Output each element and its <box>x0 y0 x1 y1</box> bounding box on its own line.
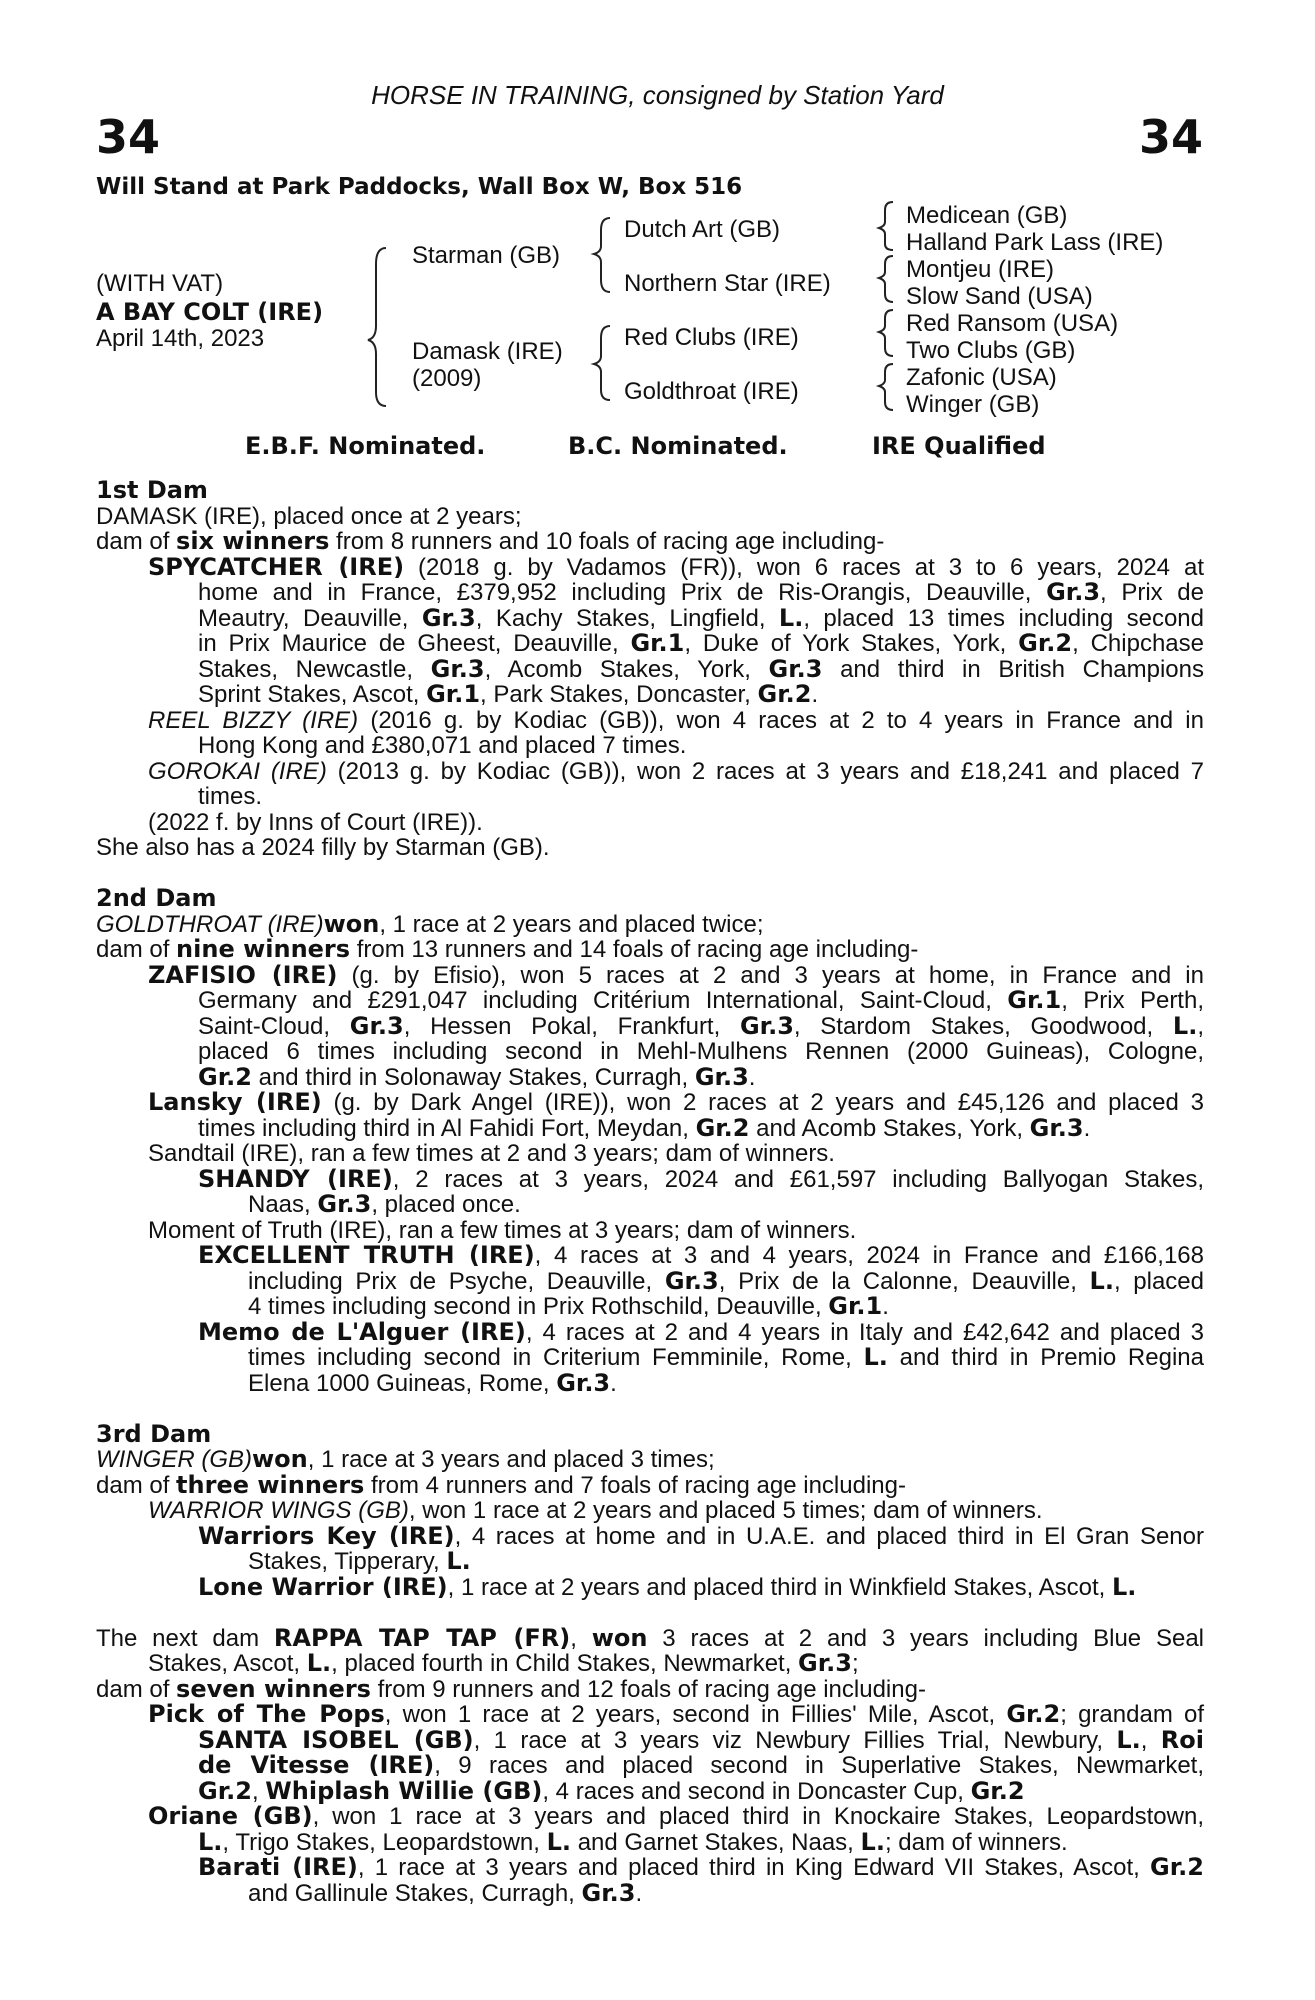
ire-qualified: IRE Qualified <box>872 432 1046 460</box>
pedigree-dam-year: (2009) <box>412 365 482 392</box>
bold-text: Whiplash Willie (GB) <box>265 1776 543 1805</box>
record-line <box>96 835 1204 861</box>
record-line <box>96 988 1204 1014</box>
text-run: , won 1 race at 2 years and placed 5 times; dam of winners. <box>408 1497 1043 1524</box>
text-run: Stakes, Newcastle, <box>198 655 431 683</box>
paragraph-gap <box>96 1600 1204 1626</box>
text-run: . <box>635 1879 643 1907</box>
italic-name: REEL BIZZY (IRE) <box>148 706 359 734</box>
text-run: , Duke of York Stakes, York, <box>684 630 1019 657</box>
text-run: The next dam <box>96 1624 274 1652</box>
record-line <box>96 909 1204 938</box>
text-run: 4 times including second in Prix Rothschild, Deauville, <box>248 1293 829 1320</box>
lot-number-left: 34 <box>96 110 161 164</box>
text-run: She also has a 2024 filly by Starman (GB). <box>96 834 550 861</box>
record-line <box>96 1776 1204 1805</box>
paragraph-gap <box>96 1396 1204 1422</box>
text-run: , <box>307 1446 322 1473</box>
bold-text: Memo de L'Alguer (IRE) <box>198 1317 526 1346</box>
record-line <box>96 1804 1204 1830</box>
pedigree-sire: Starman (GB) <box>412 242 561 269</box>
text-run: ; <box>851 1650 859 1677</box>
text-run: Saint-Cloud, <box>198 1012 350 1040</box>
text-run: times including third in Al Fahidi Fort, Meydan, <box>198 1114 696 1142</box>
bold-text: seven winners <box>176 1674 371 1703</box>
record-line <box>96 1266 1205 1295</box>
bold-text: Gr.3 <box>349 1011 404 1040</box>
foaling-date: April 14th, 2023 <box>96 325 265 352</box>
text-run: 1 race at 3 years and placed 3 times; <box>321 1446 715 1473</box>
record-line <box>96 1141 1204 1167</box>
lot-number-right: 34 <box>1138 110 1203 164</box>
text-run: and Acomb Stakes, York, <box>749 1114 1030 1142</box>
text-run: . <box>1083 1114 1091 1142</box>
record-line <box>96 580 1204 606</box>
record-line <box>96 1725 1204 1754</box>
bold-text: L. <box>1089 1266 1114 1295</box>
text-run: from 8 runners and 10 foals of racing age including- <box>329 528 885 555</box>
text-run: (2013 g. by Kodiac (GB)), won 2 races at 3 years and £18,241 and placed 7 <box>326 757 1204 785</box>
pedigree-dam-sire: Red Clubs (IRE) <box>624 324 799 351</box>
bold-text: won <box>591 1623 648 1652</box>
text-run: and third in Solonaway Stakes, Curragh, <box>251 1063 695 1091</box>
record-line <box>96 631 1204 657</box>
record-line <box>96 1011 1204 1040</box>
record-line <box>96 759 1204 785</box>
text-run: . <box>882 1293 889 1320</box>
text-run: 1 race at 2 years and placed twice; <box>392 910 764 938</box>
text-run: , Prix Perth, <box>1061 987 1204 1014</box>
bold-text: SHANDY (IRE) <box>198 1164 393 1193</box>
bold-text: Gr.1 <box>630 629 685 657</box>
bold-text: Gr.2 <box>1006 1700 1061 1728</box>
vat-note: (WITH VAT) <box>96 270 224 297</box>
bold-text: Gr.2 <box>970 1776 1025 1805</box>
record-line <box>96 1218 1204 1244</box>
pedigree-ggs-2: Montjeu (IRE) <box>906 256 1055 283</box>
text-run: , placed <box>1113 1267 1205 1295</box>
text-run: , 4 races at 2 and 4 years in Italy and £42,642 and placed 3 <box>525 1318 1204 1346</box>
bold-text: Gr.2 <box>198 1776 252 1805</box>
text-run: , 2 races at 3 years, 2024 and £61,597 including Ballyogan Stakes, <box>392 1165 1204 1193</box>
bold-text: RAPPA TAP TAP (FR) <box>273 1623 571 1652</box>
record-line <box>96 1549 1204 1575</box>
bold-text: Gr.3 <box>556 1368 611 1397</box>
bold-text: Gr.2 <box>1018 629 1073 657</box>
record-line <box>96 1498 1204 1524</box>
section-heading: 3rd Dam <box>96 1419 212 1448</box>
bold-text: Pick of The Pops <box>148 1700 385 1728</box>
text-run: (2022 f. by Inns of Court (IRE)). <box>148 808 483 836</box>
section-heading: 1st Dam <box>96 476 208 504</box>
pedigree-dam-dam: Goldthroat (IRE) <box>624 378 799 405</box>
text-run: , placed once. <box>371 1191 521 1218</box>
bold-text: L. <box>198 1827 223 1856</box>
pedigree-ggd-4: Winger (GB) <box>906 391 1040 418</box>
text-run: , Stardom Stakes, Goodwood, <box>793 1012 1173 1040</box>
text-run: , placed 13 times including second <box>803 604 1204 632</box>
bold-text: Gr.1 <box>828 1292 883 1320</box>
text-run: , 1 race at 3 years viz Newbury Fillies Trial, Newbury, <box>473 1726 1117 1754</box>
text-run: , Prix de la Calonne, Deauville, <box>718 1267 1090 1295</box>
text-run: , Acomb Stakes, York, <box>484 655 769 683</box>
pedigree-sire-dam: Northern Star (IRE) <box>624 270 831 297</box>
italic-name: WINGER (GB) <box>96 1446 252 1473</box>
text-run: dam of <box>96 1675 177 1703</box>
text-run: (g. by Dark Angel (IRE)), won 2 races at 2 years and £45,126 and placed 3 <box>321 1089 1205 1116</box>
bold-text: EXCELLENT TRUTH (IRE) <box>198 1241 535 1269</box>
bold-text: Gr.1 <box>426 680 481 708</box>
text-run: and Gallinule Stakes, Curragh, <box>248 1879 582 1907</box>
record-line <box>96 1623 1204 1652</box>
record-line <box>96 1062 1204 1091</box>
record-line <box>96 1345 1204 1371</box>
record-line <box>96 960 1204 989</box>
italic-name: GOLDTHROAT (IRE) <box>96 910 324 938</box>
text-run: (2018 g. by Vadamos (FR)), won 6 races at 3 to 6 years, 2024 at <box>404 553 1205 581</box>
text-run: Sprint Stakes, Ascot, <box>198 681 427 708</box>
record-line <box>96 529 1204 555</box>
text-run: . <box>811 681 819 708</box>
ebf-nominated: E.B.F. Nominated. <box>245 432 486 460</box>
text-run: and Garnet Stakes, Naas, <box>571 1828 861 1856</box>
text-run: , Kachy Stakes, Lingfield, <box>475 604 779 632</box>
record-line <box>96 810 1204 836</box>
bold-text: de Vitesse (IRE) <box>198 1751 435 1779</box>
text-run: , Trigo Stakes, Leopardstown, <box>222 1828 547 1856</box>
text-run: 3 races at 2 and 3 years including Blue Seal <box>647 1624 1204 1652</box>
text-run: and third in British Champions <box>822 655 1205 683</box>
text-run: , 1 race at 2 years and placed third in Winkfield Stakes, Ascot, <box>447 1573 1112 1601</box>
text-run: Moment of Truth (IRE), ran a few times at 3 years; dam of winners. <box>148 1216 857 1244</box>
bold-text: Lone Warrior (IRE) <box>198 1572 448 1601</box>
text-run: times including second in Criterium Femminile, Rome, <box>248 1344 864 1371</box>
pedigree-sire-sire: Dutch Art (GB) <box>624 216 781 243</box>
text-run: Meautry, Deauville, <box>198 604 422 632</box>
record-line <box>96 1470 1204 1499</box>
text-run: . <box>748 1063 756 1091</box>
bold-text: L. <box>546 1827 572 1856</box>
text-run: , <box>379 910 393 938</box>
text-run: , 4 races at home and in U.A.E. and placed third in El Gran Senor <box>454 1522 1204 1550</box>
text-run: dam of <box>96 936 177 963</box>
text-run: Stakes, Tipperary, <box>248 1548 447 1575</box>
record-line <box>96 1447 1204 1473</box>
bold-text: Gr.3 <box>581 1878 636 1907</box>
bold-text: L. <box>1116 1725 1141 1754</box>
bold-text: Gr.2 <box>695 1113 750 1142</box>
record-line <box>96 1674 1204 1703</box>
text-run: , Chipchase <box>1072 630 1204 657</box>
text-run: Sandtail (IRE), ran a few times at 2 and 3 years; dam of winners. <box>148 1140 835 1167</box>
bold-text: Gr.1 <box>1007 986 1062 1014</box>
bold-text: Gr.3 <box>421 603 476 632</box>
record-line <box>96 937 1204 963</box>
pedigree-ggs-3: Red Ransom (USA) <box>906 310 1119 337</box>
bold-text: won <box>323 909 380 938</box>
text-run: , <box>1140 1726 1161 1754</box>
record-line <box>96 1317 1204 1346</box>
text-run: home and in France, £379,952 including Prix de Ris-Orangis, Deauville, <box>198 579 1047 606</box>
catalogue-heading: HORSE IN TRAINING, consigned by Station Yard <box>371 80 944 110</box>
record-line <box>96 1753 1204 1779</box>
bold-text: Gr.3 <box>1029 1113 1084 1142</box>
record-line <box>96 1368 1204 1397</box>
pedigree-dam: Damask (IRE) <box>412 338 563 365</box>
bold-text: Barati (IRE) <box>198 1853 358 1881</box>
text-run: including Prix de Psyche, Deauville, <box>248 1267 665 1295</box>
text-run: , Park Stakes, Doncaster, <box>480 681 758 708</box>
record-line <box>96 1827 1204 1856</box>
text-run: , won 1 race at 3 years and placed third in Knockaire Stakes, Leopardstown, <box>312 1803 1204 1830</box>
text-run: , won 1 race at 2 years, second in Fillies' Mile, Ascot, <box>384 1701 1007 1728</box>
record-line <box>96 504 1204 530</box>
text-run: from 13 runners and 14 foals of racing age including- <box>350 936 919 963</box>
bold-text: L. <box>1111 1572 1137 1601</box>
text-run: and third in Premio Regina <box>887 1344 1204 1371</box>
bc-nominated: B.C. Nominated. <box>568 432 788 460</box>
record-line <box>96 784 1204 810</box>
text-run: in Prix Maurice de Gheest, Deauville, <box>198 630 631 657</box>
text-run: , <box>1197 1012 1204 1040</box>
text-run: (g. by Efisio), won 5 races at 2 and 3 years at home, in France and in <box>337 961 1204 989</box>
record-line <box>96 1572 1204 1601</box>
text-run: , 9 races and placed second in Superlative Stakes, Newmarket, <box>434 1752 1205 1779</box>
bold-text: Roi <box>1160 1725 1204 1754</box>
text-run: , placed fourth in Child Stakes, Newmarket, <box>331 1650 799 1677</box>
text-run: from 9 runners and 12 foals of racing age including- <box>370 1675 926 1703</box>
pedigree-ggd-2: Slow Sand (USA) <box>906 283 1093 310</box>
text-run: , <box>251 1777 266 1805</box>
record-line <box>96 552 1205 581</box>
text-run: Naas, <box>248 1191 318 1218</box>
bold-text: Lansky (IRE) <box>148 1088 322 1116</box>
bold-text: L. <box>863 1343 888 1371</box>
record-line <box>96 1855 1204 1881</box>
bold-text: Gr.3 <box>430 654 485 683</box>
bold-text: ZAFISIO (IRE) <box>148 960 338 989</box>
pedigree-ggd-3: Two Clubs (GB) <box>906 337 1076 364</box>
text-run: Germany and £291,047 including Critérium International, Saint-Cloud, <box>198 987 1008 1014</box>
record-line <box>96 1243 1204 1269</box>
bold-text: Gr.3 <box>664 1266 719 1295</box>
bold-text: won <box>252 1445 308 1473</box>
pedigree-ggs-1: Medicean (GB) <box>906 202 1068 229</box>
record-line <box>96 1113 1204 1142</box>
record-line <box>96 1878 1204 1907</box>
record-line <box>96 1294 1204 1320</box>
text-run: placed 6 times including second in Mehl-Mulhens Rennen (2000 Guineas), Cologne, <box>198 1038 1204 1065</box>
italic-name: GOROKAI (IRE) <box>148 757 327 785</box>
bold-text: Warriors Key (IRE) <box>198 1521 455 1550</box>
horse-name: A BAY COLT (IRE) <box>96 298 324 326</box>
bold-text: L. <box>306 1649 332 1677</box>
text-run: Elena 1000 Guineas, Rome, <box>248 1369 557 1397</box>
text-run: Stakes, Ascot, <box>148 1650 307 1677</box>
bold-text: L. <box>860 1827 885 1856</box>
section-heading: 2nd Dam <box>96 884 217 912</box>
bold-text: Oriane (GB) <box>148 1802 313 1830</box>
text-run: , 4 races at 3 and 4 years, 2024 in France and £166,168 <box>534 1242 1204 1269</box>
text-run: , <box>570 1624 592 1652</box>
record-line <box>96 1702 1204 1728</box>
record-line <box>96 1090 1204 1116</box>
bold-text: Gr.3 <box>317 1190 372 1218</box>
text-run: dam of <box>96 528 177 555</box>
bold-text: L. <box>1172 1011 1198 1040</box>
bold-text: nine winners <box>176 935 351 963</box>
record-line <box>96 1039 1204 1065</box>
record-line <box>96 603 1204 632</box>
bold-text: Gr.2 <box>198 1062 252 1091</box>
text-run: times. <box>198 783 263 810</box>
bold-text: Gr.3 <box>768 654 823 683</box>
text-run: , 4 races and second in Doncaster Cup, <box>542 1777 971 1805</box>
record-line <box>96 1521 1204 1550</box>
text-run: . <box>610 1369 617 1397</box>
text-run: , Hessen Pokal, Frankfurt, <box>403 1012 740 1040</box>
bold-text: Gr.2 <box>1150 1853 1204 1881</box>
text-run: dam of <box>96 1471 177 1499</box>
record-line <box>96 1192 1204 1218</box>
record-line <box>96 1651 1204 1677</box>
produce-record <box>96 478 1204 1906</box>
italic-name: WARRIOR WINGS (GB) <box>148 1497 409 1524</box>
text-run: Hong Kong and £380,071 and placed 7 times. <box>198 732 687 759</box>
bold-text: SPYCATCHER (IRE) <box>148 552 405 581</box>
bold-text: Gr.3 <box>1046 578 1101 606</box>
text-run: from 4 runners and 7 foals of racing age including- <box>364 1471 906 1499</box>
stabling-location: Will Stand at Park Paddocks, Wall Box W, Box 516 <box>96 174 743 200</box>
record-line <box>96 682 1204 708</box>
record-line <box>96 733 1204 759</box>
bold-text: three winners <box>176 1470 365 1499</box>
text-run: DAMASK (IRE), placed once at 2 years; <box>96 502 522 530</box>
record-line <box>96 1164 1204 1193</box>
bold-text: L. <box>446 1547 471 1575</box>
text-run: ; dam of winners. <box>884 1828 1068 1856</box>
bold-text: Gr.3 <box>694 1062 749 1091</box>
text-run: (2016 g. by Kodiac (GB)), won 4 races at 2 to 4 years in France and in <box>358 706 1204 734</box>
text-run: , 1 race at 3 years and placed third in King Edward VII Stakes, Ascot, <box>357 1854 1151 1881</box>
paragraph-gap <box>96 861 1204 887</box>
bold-text: L. <box>778 603 804 632</box>
bold-text: Gr.2 <box>757 680 812 708</box>
bold-text: SANTA ISOBEL (GB) <box>198 1725 474 1754</box>
bold-text: Gr.3 <box>739 1011 794 1040</box>
bold-text: Gr.3 <box>798 1649 852 1677</box>
pedigree-ggd-1: Halland Park Lass (IRE) <box>906 229 1164 256</box>
text-run: ; grandam of <box>1060 1701 1204 1728</box>
record-line <box>96 654 1205 683</box>
bold-text: six winners <box>176 527 330 555</box>
text-run: , Prix de <box>1100 579 1204 606</box>
pedigree-ggs-4: Zafonic (USA) <box>906 364 1057 391</box>
record-line <box>96 708 1204 734</box>
